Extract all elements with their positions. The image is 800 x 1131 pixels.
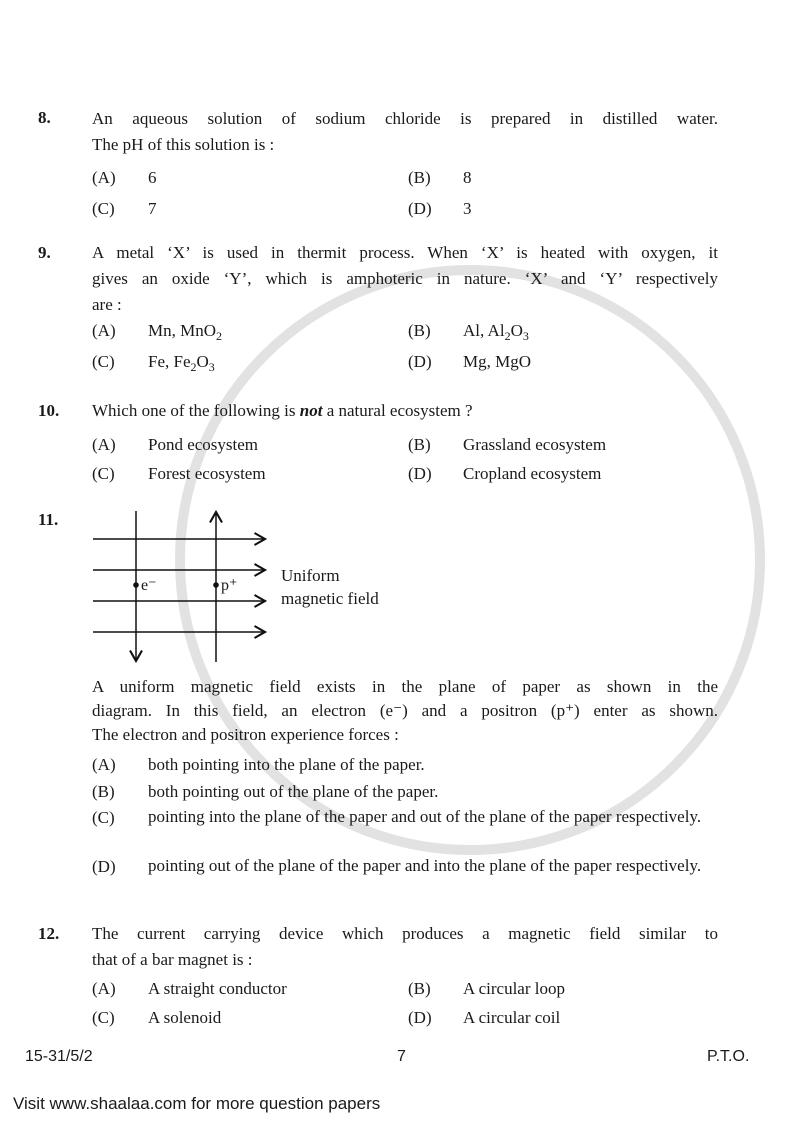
question-number: 11.	[38, 510, 59, 529]
positron-dot	[213, 582, 219, 588]
paper-code: 15-31/5/2	[25, 1048, 93, 1065]
pto-label: P.T.O.	[707, 1048, 750, 1065]
question-text: The electron and positron experience forces :	[92, 725, 399, 744]
option-label: (B)	[408, 435, 431, 454]
visit-link[interactable]: Visit www.shaalaa.com for more question papers	[13, 1094, 381, 1113]
option-label: (C)	[92, 1008, 115, 1027]
option-label: (B)	[408, 979, 431, 998]
option-label: (A)	[92, 435, 116, 454]
option-text: 3	[463, 199, 472, 218]
option-text: Al, $Al_2O_3$	[463, 321, 529, 343]
option-text: Cropland ecosystem	[463, 464, 602, 483]
option-text: Mg, MgO	[463, 352, 532, 371]
question-text: diagram. In this field, an electron (e⁻) and a positron (p⁺) enter as shown.	[92, 701, 718, 720]
field-label: Uniform	[281, 566, 340, 585]
option-label: (C)	[92, 199, 115, 218]
option-label: (D)	[92, 857, 116, 876]
option-label: (D)	[408, 464, 432, 483]
option-text: both pointing out of the plane of the paper.	[148, 782, 439, 801]
option-label: (C)	[92, 352, 115, 371]
option-label: (D)	[408, 199, 432, 218]
option-text: 6	[148, 168, 157, 187]
option-label: (A)	[92, 168, 116, 187]
question-text: that of a bar magnet is :	[92, 950, 253, 969]
option-text: Mn, MnO$_2$	[148, 321, 223, 343]
option-text: pointing out of the plane of the paper and into the plane of the paper respectively.	[148, 856, 702, 875]
magnetic-field-diagram	[80, 500, 280, 670]
option-text: Pond ecosystem	[148, 435, 259, 454]
positron-label: p⁺	[221, 577, 238, 594]
question-number: 9.	[38, 243, 51, 262]
question-text: The current carrying device which produces a magnetic field similar to	[92, 924, 718, 943]
electron-dot	[133, 582, 139, 588]
option-text: 8	[463, 168, 472, 187]
option-label: (B)	[92, 782, 115, 801]
question-text: A uniform magnetic field exists in the plane of paper as shown in the	[92, 677, 718, 696]
option-label: (A)	[92, 755, 116, 774]
option-text: 7	[148, 199, 157, 218]
option-label: (D)	[408, 352, 432, 371]
option-text: A solenoid	[148, 1008, 222, 1027]
field-label: magnetic field	[281, 589, 379, 608]
question-number: 12.	[38, 924, 60, 943]
option-text: both pointing into the plane of the paper.	[148, 755, 425, 774]
page-number: 7	[397, 1048, 406, 1065]
question-text: The pH of this solution is :	[92, 135, 275, 154]
option-text: Grassland ecosystem	[463, 435, 607, 454]
question-text: are :	[92, 295, 122, 314]
option-label: (C)	[92, 464, 115, 483]
option-label: (D)	[408, 1008, 432, 1027]
question-number: 8.	[38, 108, 51, 127]
option-label: (A)	[92, 979, 116, 998]
option-text: A circular loop	[463, 979, 565, 998]
question-text: gives an oxide ‘Y’, which is amphoteric in nature. ‘X’ and ‘Y’ respectively	[92, 269, 718, 288]
question-text: An aqueous solution of sodium chloride is prepared in distilled water.	[92, 109, 718, 128]
option-text: Forest ecosystem	[148, 464, 266, 483]
option-text: A straight conductor	[148, 979, 287, 998]
option-label: (B)	[408, 168, 431, 187]
electron-label: e⁻	[141, 577, 157, 594]
question-number: 10.	[38, 401, 60, 420]
option-text: pointing into the plane of the paper and out of the plane of the paper respectively.	[148, 807, 702, 826]
option-label: (C)	[92, 808, 115, 827]
option-label: (B)	[408, 321, 431, 340]
question-text: Which one of the following is not a natural ecosystem ?	[92, 401, 473, 420]
option-label: (A)	[92, 321, 116, 340]
option-text: A circular coil	[463, 1008, 561, 1027]
option-text: Fe, $Fe_2O_3$	[148, 352, 215, 374]
question-text: A metal ‘X’ is used in thermit process. When ‘X’ is heated with oxygen, it	[92, 243, 718, 262]
